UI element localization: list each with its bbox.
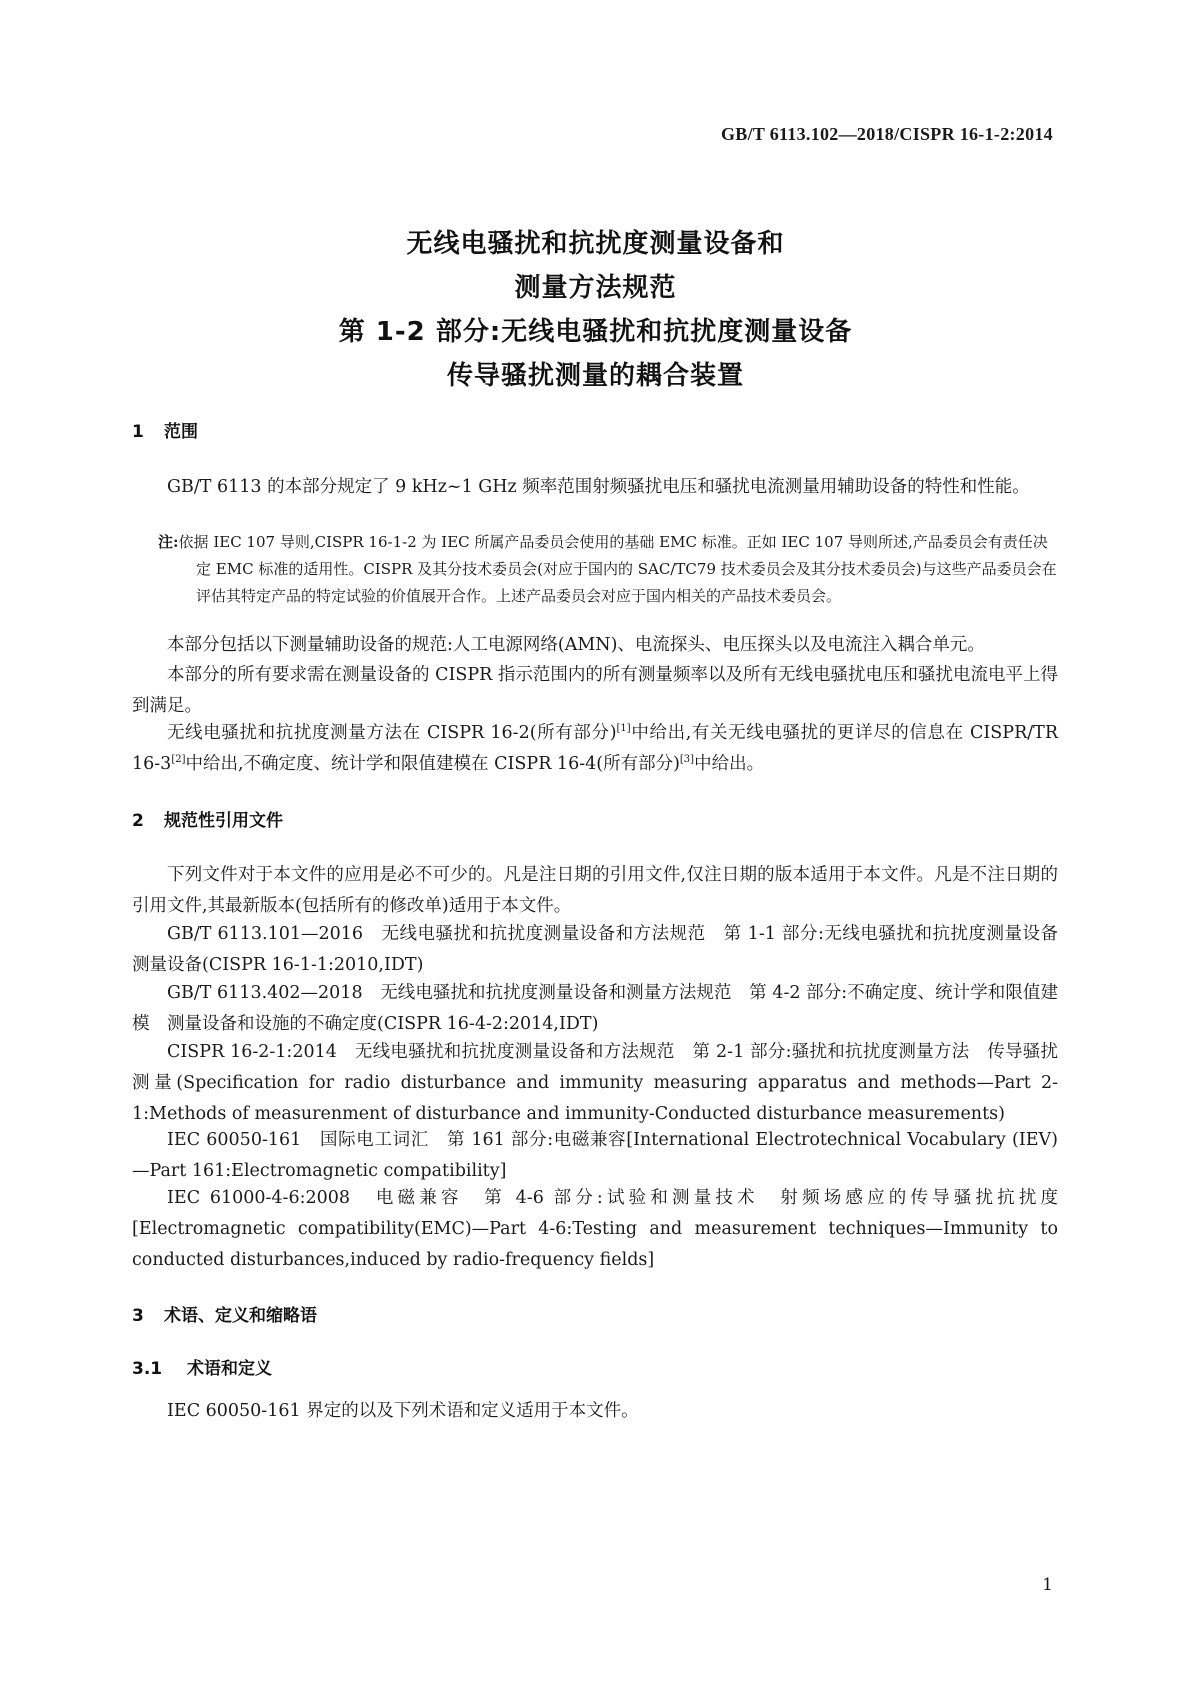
- scope-paragraph-3: 本部分的所有要求需在测量设备的 CISPR 指示范围内的所有测量频率以及所有无线电骚扰电压和骚扰电流电平上得到满足。: [132, 665, 1058, 716]
- section-title: 术语、定义和缩略语: [164, 1306, 317, 1326]
- document-title: [0, 222, 1191, 398]
- scope-paragraph-4: [132, 718, 1058, 780]
- terms-paragraph: IEC 60050-161 界定的以及下列术语和定义适用于本文件。: [167, 1401, 639, 1421]
- section-3-heading: [132, 1301, 317, 1326]
- text-run: 中给出,有关无线电骚扰的更详尽的信息在 CISPR/TR 16-3: [132, 723, 1058, 774]
- section-number: 2: [132, 811, 144, 831]
- section-2-heading: [132, 806, 283, 831]
- scope-paragraph-1: GB/T 6113 的本部分规定了 9 kHz~1 GHz 频率范围射频骚扰电压和骚扰电流测量用辅助设备的特性和性能。: [167, 477, 1030, 497]
- references-intro: 下列文件对于本文件的应用是必不可少的。凡是注日期的引用文件,仅注日期的版本适用于本文件。凡是不注日期的引用文件,其最新版本(包括所有的修改单)适用于本文件。: [132, 865, 1058, 916]
- reference-item: GB/T 6113.101—2016 无线电骚扰和抗扰度测量设备和方法规范 第 1-1 部分:无线电骚扰和抗扰度测量设备 测量设备(CISPR 16-1-1:2010,IDT): [132, 924, 1076, 975]
- subsection-number: 3.1: [132, 1359, 163, 1379]
- section-1-heading: [132, 417, 198, 442]
- reference-item: CISPR 16-2-1:2014 无线电骚扰和抗扰度测量设备和方法规范 第 2-1 部分:骚扰和抗扰度测量方法 传导骚扰测量(Specification for radio disturbance and immunity measuring apparatus and methods—Part 2-1:Methods of measurenment of disturbance and immunity-Conducted disturbance measurements): [132, 1042, 1058, 1124]
- note-text: 依据 IEC 107 导则,CISPR 16-1-2 为 IEC 所属产品委员会使用的基础 EMC 标准。正如 IEC 107 导则所述,产品委员会有责任决定 EMC 标准的适用性。CISPR 及其分技术委员会(对应于国内的 SAC/TC79 技术委员会及其分技术委员会)与这些产品委员会在评估其特定产品的特定试验的价值展开合作。上述产品委员会对应于国内相关的产品技术委员会。: [178, 533, 1057, 605]
- text-run: 无线电骚扰和抗扰度测量方法在 CISPR 16-2(所有部分): [167, 723, 617, 743]
- section-title: 范围: [164, 422, 198, 442]
- reference-item: GB/T 6113.402—2018 无线电骚扰和抗扰度测量设备和测量方法规范 第 4-2 部分:不确定度、统计学和限值建模 测量设备和设施的不确定度(CISPR 16-4-2:2014,IDT): [132, 983, 1058, 1034]
- citation-3: [3]: [679, 754, 695, 765]
- section-3-1-heading: [132, 1354, 272, 1379]
- page-number: 1: [1042, 1575, 1053, 1595]
- title-line-2: 测量方法规范: [514, 273, 677, 303]
- subsection-title: 术语和定义: [187, 1359, 272, 1379]
- standard-code: GB/T 6113.102—2018/CISPR 16-1-2:2014: [721, 124, 1053, 144]
- scope-paragraph-2: 本部分包括以下测量辅助设备的规范:人工电源网络(AMN)、电流探头、电压探头以及电流注入耦合单元。: [167, 635, 985, 655]
- title-line-1: 无线电骚扰和抗扰度测量设备和: [406, 229, 785, 259]
- title-line-3: 第 1-2 部分:无线电骚扰和抗扰度测量设备: [338, 317, 853, 347]
- note-label: 注:: [158, 533, 179, 551]
- text-run: 中给出,不确定度、统计学和限值建模在 CISPR 16-4(所有部分): [185, 754, 680, 774]
- reference-item: IEC 60050-161 国际电工词汇 第 161 部分:电磁兼容[International Electrotechnical Vocabulary (IEV)—Part 161:Electromagnetic compatibility]: [132, 1130, 1058, 1181]
- reference-item: IEC 61000-4-6:2008 电磁兼容 第 4-6 部分:试验和测量技术 射频场感应的传导骚扰抗扰度[Electromagnetic compatibility(EMC)—Part 4-6:Testing and measurement techniques—Immunity to conducted disturbances,induced by radio-frequency fields]: [132, 1188, 1058, 1270]
- section-number: 1: [132, 422, 144, 442]
- citation-2: [2]: [171, 754, 186, 765]
- text-run: 中给出。: [694, 754, 765, 774]
- citation-1: [1]: [616, 723, 631, 734]
- scope-note: [158, 529, 1058, 610]
- section-title: 规范性引用文件: [164, 811, 283, 831]
- title-line-4: 传导骚扰测量的耦合装置: [446, 361, 744, 391]
- section-number: 3: [132, 1306, 144, 1326]
